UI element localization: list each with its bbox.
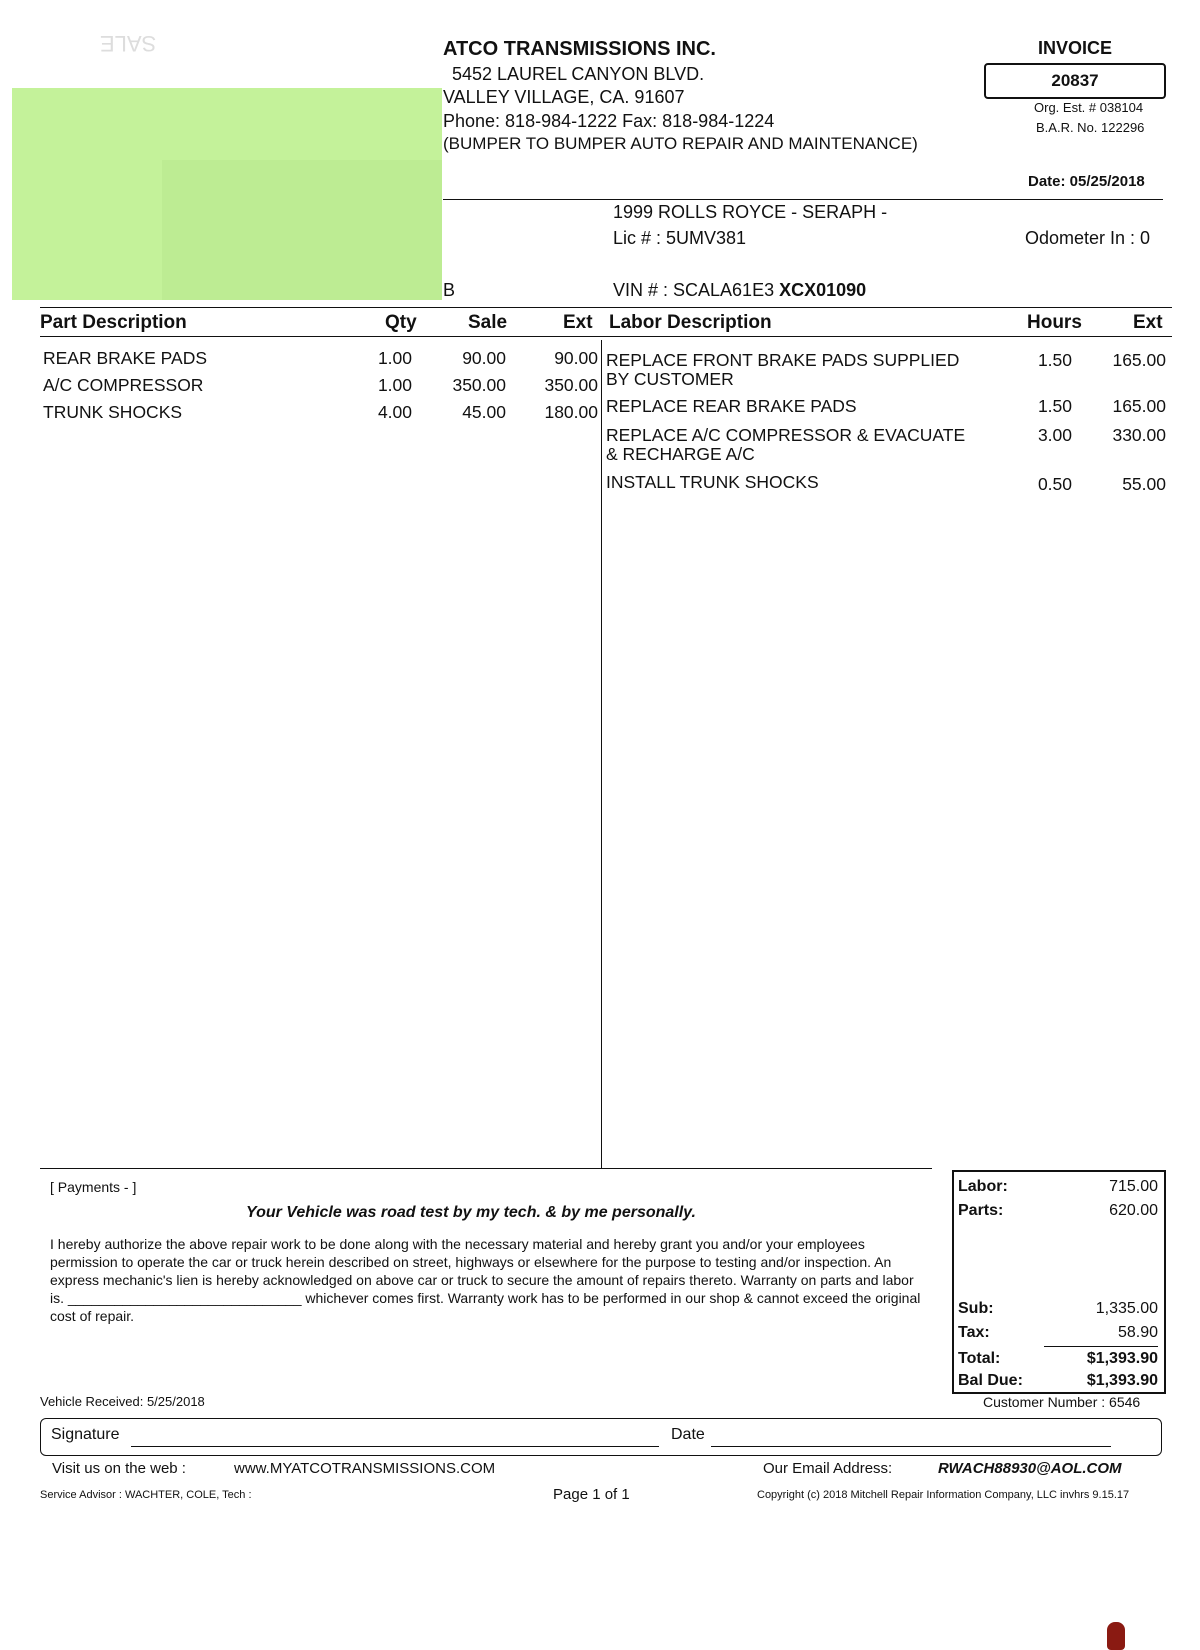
red-ink-mark — [1107, 1622, 1125, 1650]
part-qty: 1.00 — [377, 375, 412, 395]
labor-hours: 0.50 — [1037, 474, 1072, 494]
bar-number: B.A.R. No. 122296 — [1036, 120, 1145, 135]
part-desc: TRUNK SHOCKS — [43, 402, 183, 422]
part-ext: 180.00 — [544, 402, 598, 422]
balance-due: $1,393.90 — [1086, 1372, 1158, 1389]
header-divider — [443, 199, 1163, 200]
part-desc: A/C COMPRESSOR — [43, 375, 204, 395]
part-ext: 90.00 — [554, 348, 598, 368]
subtotal: 1,335.00 — [1095, 1300, 1158, 1317]
date-line[interactable] — [711, 1446, 1111, 1447]
subtotal-label: Sub: — [958, 1300, 994, 1317]
odometer-in: Odometer In : 0 — [1025, 228, 1151, 248]
web-label: Visit us on the web : — [52, 1460, 186, 1477]
sticky-note-overlap — [162, 160, 442, 300]
labor-ext: 165.00 — [1112, 350, 1166, 370]
company-tagline: (BUMPER TO BUMPER AUTO REPAIR AND MAINTENANCE) — [443, 134, 918, 153]
part-ext: 350.00 — [544, 375, 598, 395]
labor-total: 715.00 — [1109, 1178, 1158, 1195]
org-est-number: Org. Est. # 038104 — [1034, 100, 1144, 115]
email-link[interactable]: RWACH88930@AOL.COM — [938, 1460, 1122, 1477]
labor-header-desc: Labor Description — [609, 312, 772, 333]
part-desc: REAR BRAKE PADS — [43, 348, 208, 368]
total-label: Total: — [958, 1350, 1001, 1367]
table-header-top-rule — [40, 307, 1172, 308]
part-qty: 1.00 — [377, 348, 412, 368]
signature-box — [40, 1418, 1162, 1456]
table-bottom-rule — [40, 1168, 932, 1169]
page-number: Page 1 of 1 — [553, 1486, 630, 1503]
labor-desc-line1: REPLACE A/C COMPRESSOR & EVACUATE — [606, 425, 966, 445]
vehicle-description: 1999 ROLLS ROYCE - SERAPH - — [613, 202, 888, 222]
parts-header-desc: Part Description — [40, 312, 187, 333]
parts-header-ext: Ext — [563, 312, 593, 333]
copyright: Copyright (c) 2018 Mitchell Repair Information Company, LLC invhrs 9.15.17 — [757, 1489, 1130, 1501]
vehicle-received: Vehicle Received: 5/25/2018 — [40, 1394, 205, 1409]
labor-hours: 1.50 — [1037, 350, 1072, 370]
labor-hours: 3.00 — [1037, 425, 1072, 445]
license-number: Lic # : 5UMV381 — [613, 228, 747, 248]
signature-line[interactable] — [131, 1446, 659, 1447]
invoice-label: INVOICE — [1038, 38, 1113, 58]
table-header-bottom-rule — [40, 336, 1172, 337]
road-test-statement: Your Vehicle was road test by my tech. & by me personally. — [246, 1204, 696, 1221]
bleed-through-text: SALE — [100, 31, 157, 56]
labor-hours: 1.50 — [1037, 396, 1072, 416]
vin-number — [613, 280, 866, 301]
labor-total-label: Labor: — [958, 1178, 1008, 1195]
date-label: Date — [671, 1426, 705, 1443]
payments-label: [ Payments - ] — [50, 1179, 137, 1195]
totals-box — [952, 1170, 1166, 1394]
parts-total-label: Parts: — [958, 1202, 1004, 1219]
email-label: Our Email Address: — [763, 1460, 893, 1477]
customer-number: Customer Number : 6546 — [983, 1394, 1141, 1410]
tax-label: Tax: — [958, 1324, 990, 1341]
invoice-date: Date: 05/25/2018 — [1028, 173, 1145, 190]
parts-total: 620.00 — [1109, 1202, 1158, 1219]
labor-ext: 330.00 — [1112, 425, 1166, 445]
total-amount: $1,393.90 — [1086, 1350, 1158, 1367]
part-sale: 350.00 — [452, 375, 506, 395]
vin-prefix: VIN # : SCALA61E3 — [613, 280, 775, 300]
website-link[interactable]: www.MYATCOTRANSMISSIONS.COM — [234, 1460, 496, 1477]
signature-label: Signature — [51, 1426, 120, 1443]
part-sale: 90.00 — [462, 348, 506, 368]
labor-header-ext: Ext — [1133, 312, 1163, 333]
labor-desc-line1: REPLACE REAR BRAKE PADS — [606, 396, 857, 416]
vin-suffix: XCX01090 — [779, 280, 867, 300]
company-phone: Phone: 818-984-1222 Fax: 818-984-1224 — [443, 111, 775, 131]
part-qty: 4.00 — [377, 402, 412, 422]
labor-header-hours: Hours — [1027, 312, 1082, 333]
company-name: ATCO TRANSMISSIONS INC. — [443, 38, 716, 60]
authorization-text: I hereby authorize the above repair work to be done along with the necessary material and hereby grant you and/or your employees permission to operate the car or truck herein described on street, highways or elsewhere for the purpose to testing and/or inspection. An express mechanic's lien is hereby acknowledged on above car or truck to secure the amount of repairs thereto. Warranty on parts and labor is. ______________________________ whichever comes first. Warranty work has to be performed in our shop & cannot exceed the original cost of repair. — [50, 1236, 921, 1324]
tax-amount: 58.90 — [1117, 1324, 1158, 1341]
balance-due-label: Bal Due: — [958, 1372, 1023, 1389]
invoice-number: 20837 — [984, 63, 1166, 99]
labor-ext: 165.00 — [1112, 396, 1166, 416]
labor-desc-line2: & RECHARGE A/C — [606, 444, 755, 464]
parts-header-sale: Sale — [468, 312, 508, 333]
company-address-2: VALLEY VILLAGE, CA. 91607 — [443, 87, 685, 107]
part-sale: 45.00 — [462, 402, 506, 422]
labor-desc-line1: REPLACE FRONT BRAKE PADS SUPPLIED — [606, 350, 960, 370]
company-address-1: 5452 LAUREL CANYON BLVD. — [452, 64, 705, 84]
totals-rule — [1044, 1346, 1158, 1347]
labor-ext: 55.00 — [1122, 474, 1166, 494]
parts-labor-divider — [601, 340, 602, 1168]
parts-header-qty: Qty — [385, 312, 417, 333]
labor-desc-line1: INSTALL TRUNK SHOCKS — [606, 472, 819, 492]
service-advisor: Service Advisor : WACHTER, COLE, Tech : — [40, 1489, 252, 1501]
labor-desc-line2: BY CUSTOMER — [606, 369, 734, 389]
partial-text: B — [443, 280, 456, 300]
